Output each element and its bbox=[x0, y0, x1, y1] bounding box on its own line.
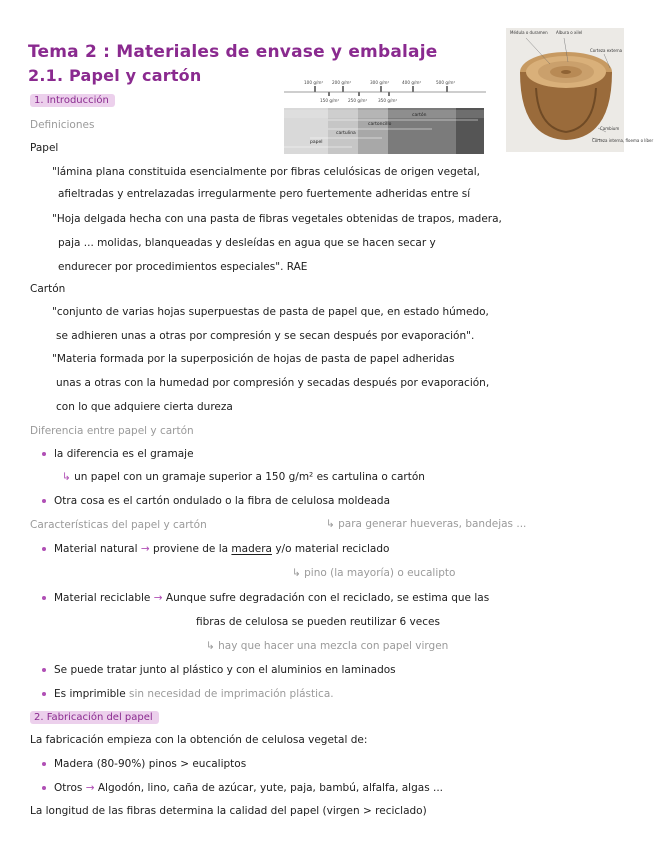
diferencia-heading: Diferencia entre papel y cartón bbox=[30, 425, 194, 437]
bullet-icon bbox=[42, 762, 46, 766]
bullet-icon bbox=[42, 596, 46, 600]
carton-def-2-line-3: con lo que adquiere cierta dureza bbox=[56, 401, 233, 413]
caracteristicas-heading: Características del papel y cartón bbox=[30, 519, 207, 531]
fabricacion-conclusion: La longitud de las fibras determina la calidad del papel (virgen > reciclado) bbox=[30, 805, 427, 817]
bullet-icon bbox=[42, 668, 46, 672]
section-1-heading: 1. Introducción bbox=[30, 94, 115, 107]
carton-def-2-line-1: "Materia formada por la superposición de hojas de pasta de papel adheridas bbox=[52, 353, 455, 365]
tick-100: 100 g/m² bbox=[304, 80, 324, 85]
bullet-icon bbox=[42, 786, 46, 790]
photo-label-cambium: Cambium bbox=[600, 126, 620, 131]
gramaje-diagram bbox=[282, 70, 488, 156]
bullet-icon bbox=[42, 692, 46, 696]
caracteristica-item-3: Se puede tratar junto al plástico y con el aluminios en laminados bbox=[42, 664, 396, 676]
bar-carton: cartón bbox=[412, 113, 427, 118]
caracteristica-item-2-line-2: fibras de celulosa se pueden reutilizar 6 veces bbox=[196, 616, 440, 628]
tick-150: 150 g/m² bbox=[320, 98, 340, 103]
papel-def-2-line-2: paja ... molidas, blanqueadas y desleídas en agua que se hacen secar y bbox=[58, 237, 436, 249]
bar-cartoncillo: cartoncillo bbox=[368, 122, 392, 127]
arrow-right-icon: → bbox=[85, 782, 95, 794]
fabricacion-intro: La fabricación empieza con la obtención de celulosa vegetal de: bbox=[30, 734, 368, 746]
definiciones-heading: Definiciones bbox=[30, 119, 95, 131]
diferencia-item-1: la diferencia es el gramaje bbox=[42, 448, 194, 460]
arrow-right-icon: → bbox=[153, 592, 163, 604]
caracteristica-item-2: Material reciclable → Aunque sufre degradación con el reciclado, se estima que las bbox=[42, 592, 489, 604]
papel-def-1-line-1: "lámina plana constituida esencialmente por fibras celulósicas de origen vegetal, bbox=[52, 166, 480, 178]
arrow-right-icon: → bbox=[140, 543, 150, 555]
carton-def-2-line-2: unas a otras con la humedad por compresión y secadas después por evaporación, bbox=[56, 377, 490, 389]
page-subtitle: 2.1. Papel y cartón bbox=[28, 66, 202, 85]
tree-trunk-photo bbox=[506, 28, 654, 152]
tick-200: 200 g/m² bbox=[332, 80, 352, 85]
caracteristica-item-4: Es imprimible sin necesidad de imprimación plástica. bbox=[42, 688, 334, 700]
arrow-return-icon: ↳ bbox=[62, 471, 75, 483]
photo-label-albura: Albura o xilel bbox=[556, 30, 583, 35]
bullet-icon bbox=[42, 547, 46, 551]
fabricacion-item-2: Otros → Algodón, lino, caña de azúcar, yute, paja, bambú, alfalfa, algas ... bbox=[42, 782, 443, 794]
tick-300: 300 g/m² bbox=[370, 80, 390, 85]
tick-250: 250 g/m² bbox=[348, 98, 368, 103]
arrow-return-icon: ↳ bbox=[326, 518, 339, 530]
bullet-icon bbox=[42, 452, 46, 456]
photo-label-corteza-externa: Corteza externa bbox=[590, 48, 623, 53]
diferencia-subitem-1: ↳ un papel con un gramaje superior a 150 g/m² es cartulina o cartón bbox=[62, 471, 425, 483]
papel-def-1-line-2: afieltradas y entrelazadas irregularmente pero fuertemente adheridas entre sí bbox=[58, 188, 471, 200]
arrow-return-icon: ↳ bbox=[292, 567, 305, 579]
carton-def-1-line-1: "conjunto de varias hojas superpuestas de pasta de papel que, en estado húmedo, bbox=[52, 306, 489, 318]
papel-def-2-line-1: "Hoja delgada hecha con una pasta de fibras vegetales obtenidas de trapos, madera, bbox=[52, 213, 502, 225]
bar-papel: papel bbox=[310, 140, 323, 145]
section-2-heading: 2. Fabricación del papel bbox=[30, 711, 159, 724]
photo-label-medula: Médula o duramen bbox=[510, 30, 548, 35]
carton-def-1-line-2: se adhieren unas a otras por compresión y se secan después por evaporación". bbox=[56, 330, 475, 342]
bullet-icon bbox=[42, 499, 46, 503]
caracteristica-subitem-2: ↳ hay que hacer una mezcla con papel virgen bbox=[206, 640, 449, 652]
fabricacion-item-1: Madera (80-90%) pinos > eucaliptos bbox=[42, 758, 246, 770]
caracteristica-subitem-1: ↳ pino (la mayoría) o eucalipto bbox=[292, 567, 456, 579]
carton-heading: Cartón bbox=[30, 283, 66, 295]
diferencia-item-2: Otra cosa es el cartón ondulado o la fibra de celulosa moldeada bbox=[42, 495, 390, 507]
tick-500: 500 g/m² bbox=[436, 80, 456, 85]
diferencia-subitem-2: ↳ para generar hueveras, bandejas ... bbox=[326, 518, 527, 530]
photo-label-corteza-interna: Corteza interna, floema o líber bbox=[592, 138, 654, 143]
bar-cartulina: cartulina bbox=[336, 131, 356, 136]
tick-350: 350 g/m² bbox=[378, 98, 398, 103]
papel-def-2-line-3: endurecer por procedimientos especiales". RAE bbox=[58, 261, 308, 273]
arrow-return-icon: ↳ bbox=[206, 640, 219, 652]
papel-heading: Papel bbox=[30, 142, 59, 154]
caracteristica-item-1: Material natural → proviene de la madera y/o material reciclado bbox=[42, 543, 389, 555]
tick-400: 400 g/m² bbox=[402, 80, 422, 85]
page-title: Tema 2 : Materiales de envase y embalaje bbox=[28, 42, 438, 62]
